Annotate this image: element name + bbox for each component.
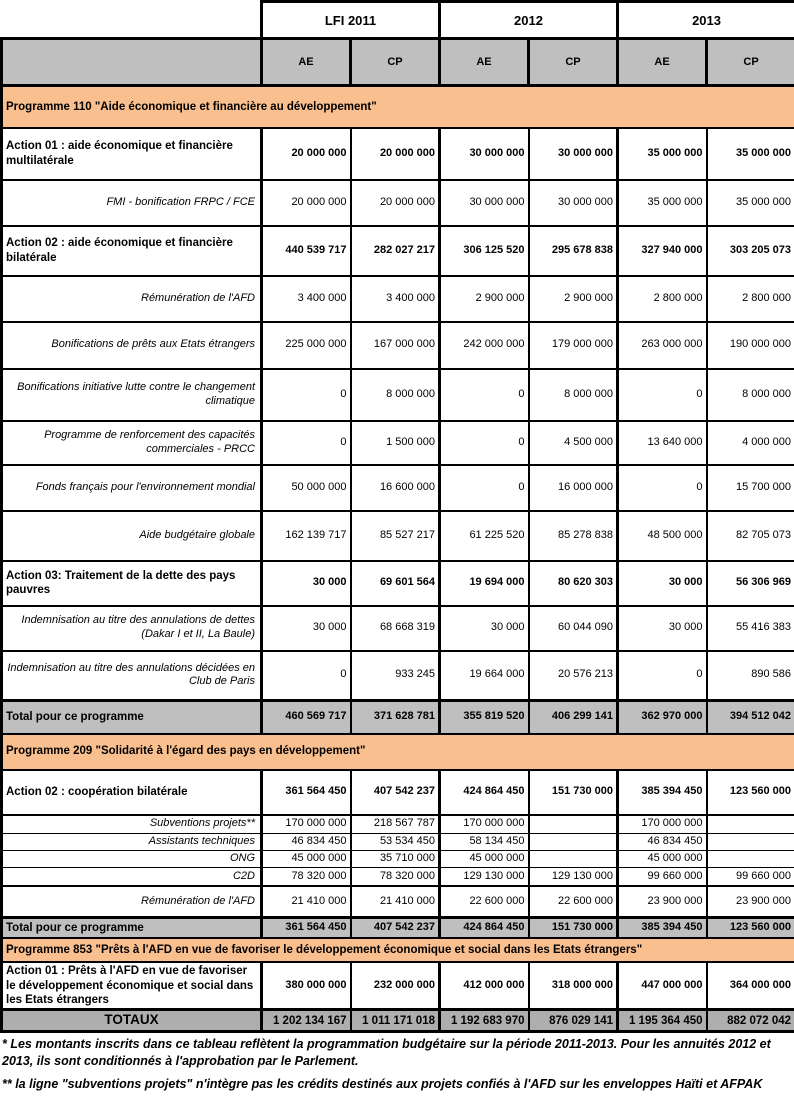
value-cell: 46 834 450: [618, 834, 707, 851]
value-cell: 179 000 000: [529, 322, 618, 369]
value-cell: 295 678 838: [529, 226, 618, 276]
value-cell: 225 000 000: [262, 322, 351, 369]
row-label: TOTAUX: [2, 1010, 262, 1032]
value-cell: 407 542 237: [351, 917, 440, 938]
row-p110-remuneration-afd: [2, 276, 794, 322]
row-label: Indemnisation au titre des annulations de dettes (Dakar I et II, La Baule): [2, 606, 262, 651]
value-cell: 85 527 217: [351, 511, 440, 561]
row-p110-action-03: [2, 561, 794, 606]
column-header-ae: AE: [618, 39, 707, 86]
value-cell: 23 900 000: [618, 886, 707, 917]
value-cell: 35 000 000: [707, 128, 794, 180]
value-cell: 22 600 000: [440, 886, 529, 917]
value-cell: 385 394 450: [618, 917, 707, 938]
row-p110-total: [2, 701, 794, 734]
value-cell: 361 564 450: [262, 770, 351, 815]
value-cell: 22 600 000: [529, 886, 618, 917]
value-cell: 85 278 838: [529, 511, 618, 561]
value-cell: 30 000 000: [440, 128, 529, 180]
row-p110-fmi-bonification: [2, 180, 794, 226]
value-cell: 50 000 000: [262, 465, 351, 511]
row-label: Action 01 : aide économique et financière multilatérale: [2, 128, 262, 180]
value-cell: 123 560 000: [707, 917, 794, 938]
row-p209-assistants-techniques: [2, 834, 794, 851]
value-cell: 30 000: [440, 606, 529, 651]
value-cell: 355 819 520: [440, 701, 529, 734]
value-cell: [529, 851, 618, 868]
value-cell: 3 400 000: [262, 276, 351, 322]
value-cell: 78 320 000: [351, 867, 440, 886]
value-cell: 218 567 787: [351, 815, 440, 834]
header-empty-cell: [2, 39, 262, 86]
row-p110-bonifications-climat: [2, 369, 794, 421]
value-cell: 362 970 000: [618, 701, 707, 734]
row-p110-indemnisation-dakar: [2, 606, 794, 651]
row-label: Fonds français pour l'environnement mondial: [2, 465, 262, 511]
value-cell: 890 586: [707, 651, 794, 701]
value-cell: 933 245: [351, 651, 440, 701]
value-cell: 1 011 171 018: [351, 1010, 440, 1032]
value-cell: 2 800 000: [618, 276, 707, 322]
row-p110-action-02: [2, 226, 794, 276]
corner-cell: [2, 2, 262, 39]
value-cell: [529, 815, 618, 834]
row-p209-ong: [2, 851, 794, 868]
column-header-cp: CP: [529, 39, 618, 86]
row-label: Total pour ce programme: [2, 917, 262, 938]
value-cell: 167 000 000: [351, 322, 440, 369]
value-cell: 55 416 383: [707, 606, 794, 651]
value-cell: 242 000 000: [440, 322, 529, 369]
value-cell: [707, 851, 794, 868]
value-cell: 424 864 450: [440, 770, 529, 815]
value-cell: 170 000 000: [262, 815, 351, 834]
row-label: Subventions projets**: [2, 815, 262, 834]
value-cell: 1 500 000: [351, 421, 440, 465]
value-cell: 53 534 450: [351, 834, 440, 851]
value-cell: 20 000 000: [262, 180, 351, 226]
value-cell: 2 900 000: [529, 276, 618, 322]
value-cell: 60 044 090: [529, 606, 618, 651]
value-cell: 23 900 000: [707, 886, 794, 917]
value-cell: 1 195 364 450: [618, 1010, 707, 1032]
value-cell: 21 410 000: [262, 886, 351, 917]
value-cell: 151 730 000: [529, 917, 618, 938]
value-cell: 0: [262, 369, 351, 421]
programme-title: Programme 853 "Prêts à l'AFD en vue de favoriser le développement économique et social dans les Etats étrangers": [2, 938, 794, 962]
year-header-lfi-2011: LFI 2011: [262, 2, 440, 39]
value-cell: 440 539 717: [262, 226, 351, 276]
value-cell: 3 400 000: [351, 276, 440, 322]
value-cell: 35 000 000: [707, 180, 794, 226]
value-cell: 30 000 000: [440, 180, 529, 226]
value-cell: 460 569 717: [262, 701, 351, 734]
value-cell: 4 000 000: [707, 421, 794, 465]
row-p209-c2d: [2, 867, 794, 886]
value-cell: 99 660 000: [707, 867, 794, 886]
column-header-cp: CP: [707, 39, 794, 86]
value-cell: 876 029 141: [529, 1010, 618, 1032]
value-cell: 46 834 450: [262, 834, 351, 851]
value-cell: 170 000 000: [618, 815, 707, 834]
row-label: Assistants techniques: [2, 834, 262, 851]
value-cell: 30 000 000: [529, 180, 618, 226]
row-p110-indemnisation-club-paris: [2, 651, 794, 701]
row-p110-prcc: [2, 421, 794, 465]
value-cell: 123 560 000: [707, 770, 794, 815]
value-cell: 20 000 000: [351, 180, 440, 226]
value-cell: 16 600 000: [351, 465, 440, 511]
value-cell: 35 000 000: [618, 128, 707, 180]
column-header-ae: AE: [262, 39, 351, 86]
row-p853-action-01: [2, 962, 794, 1010]
row-p209-remuneration-afd: [2, 886, 794, 917]
value-cell: 99 660 000: [618, 867, 707, 886]
value-cell: 361 564 450: [262, 917, 351, 938]
value-cell: 2 800 000: [707, 276, 794, 322]
value-cell: 58 134 450: [440, 834, 529, 851]
value-cell: 30 000 000: [529, 128, 618, 180]
value-cell: 0: [440, 421, 529, 465]
value-cell: [707, 815, 794, 834]
value-cell: 45 000 000: [440, 851, 529, 868]
row-label: Action 01 : Prêts à l'AFD en vue de favoriser le développement économique et social dans les Etats étrangers: [2, 962, 262, 1010]
row-label: Bonifications initiative lutte contre le changement climatique: [2, 369, 262, 421]
value-cell: 0: [262, 651, 351, 701]
row-label: C2D: [2, 867, 262, 886]
row-label: ONG: [2, 851, 262, 868]
value-cell: 69 601 564: [351, 561, 440, 606]
value-cell: 0: [440, 369, 529, 421]
value-cell: 0: [618, 651, 707, 701]
value-cell: 30 000: [262, 606, 351, 651]
row-p209-action-02: [2, 770, 794, 815]
footnote-1: * Les montants inscrits dans ce tableau reflètent la programmation budgétaire sur la période 2011-2013. Pour les annuités 2012 et 2013, ils sont conditionnés à l'approbation par le Parlement.: [2, 1036, 792, 1069]
value-cell: 20 000 000: [351, 128, 440, 180]
value-cell: 882 072 042: [707, 1010, 794, 1032]
value-cell: 35 000 000: [618, 180, 707, 226]
value-cell: 2 900 000: [440, 276, 529, 322]
value-cell: 15 700 000: [707, 465, 794, 511]
value-cell: 407 542 237: [351, 770, 440, 815]
year-header-row: [2, 2, 794, 39]
row-p110-ffem: [2, 465, 794, 511]
row-label: Action 02 : coopération bilatérale: [2, 770, 262, 815]
value-cell: 8 000 000: [707, 369, 794, 421]
value-cell: 30 000: [262, 561, 351, 606]
value-cell: [707, 834, 794, 851]
row-p110-action-01: [2, 128, 794, 180]
value-cell: 16 000 000: [529, 465, 618, 511]
row-programme-853: [2, 938, 794, 962]
row-label: Rémunération de l'AFD: [2, 276, 262, 322]
value-cell: 190 000 000: [707, 322, 794, 369]
value-cell: 19 664 000: [440, 651, 529, 701]
value-cell: 151 730 000: [529, 770, 618, 815]
value-cell: 56 306 969: [707, 561, 794, 606]
value-cell: 371 628 781: [351, 701, 440, 734]
row-p209-subventions-projets: [2, 815, 794, 834]
value-cell: 412 000 000: [440, 962, 529, 1010]
value-cell: 4 500 000: [529, 421, 618, 465]
row-label: Aide budgétaire globale: [2, 511, 262, 561]
value-cell: 45 000 000: [618, 851, 707, 868]
value-cell: 380 000 000: [262, 962, 351, 1010]
row-programme-209: [2, 734, 794, 770]
value-cell: 394 512 042: [707, 701, 794, 734]
row-label: FMI - bonification FRPC / FCE: [2, 180, 262, 226]
row-label: Rémunération de l'AFD: [2, 886, 262, 917]
value-cell: 20 576 213: [529, 651, 618, 701]
value-cell: 162 139 717: [262, 511, 351, 561]
value-cell: 129 130 000: [440, 867, 529, 886]
row-totaux: [2, 1010, 794, 1032]
value-cell: 303 205 073: [707, 226, 794, 276]
year-header-2013: 2013: [618, 2, 794, 39]
row-p110-bonifications-prets: [2, 322, 794, 369]
ae-cp-header-row: [2, 39, 794, 86]
value-cell: 30 000: [618, 561, 707, 606]
row-label: Indemnisation au titre des annulations décidées en Club de Paris: [2, 651, 262, 701]
value-cell: 68 668 319: [351, 606, 440, 651]
year-header-2012: 2012: [440, 2, 618, 39]
value-cell: 21 410 000: [351, 886, 440, 917]
value-cell: 8 000 000: [529, 369, 618, 421]
programme-title: Programme 110 "Aide économique et financière au développement": [2, 86, 794, 128]
table-body: [2, 86, 794, 1032]
value-cell: 13 640 000: [618, 421, 707, 465]
value-cell: 318 000 000: [529, 962, 618, 1010]
value-cell: 232 000 000: [351, 962, 440, 1010]
value-cell: 20 000 000: [262, 128, 351, 180]
column-header-cp: CP: [351, 39, 440, 86]
value-cell: 129 130 000: [529, 867, 618, 886]
value-cell: 306 125 520: [440, 226, 529, 276]
row-label: Total pour ce programme: [2, 701, 262, 734]
value-cell: 263 000 000: [618, 322, 707, 369]
value-cell: 0: [440, 465, 529, 511]
value-cell: 1 192 683 970: [440, 1010, 529, 1032]
row-label: Action 03: Traitement de la dette des pays pauvres: [2, 561, 262, 606]
value-cell: 30 000: [618, 606, 707, 651]
value-cell: 364 000 000: [707, 962, 794, 1010]
value-cell: 385 394 450: [618, 770, 707, 815]
row-label: Bonifications de prêts aux Etats étrangers: [2, 322, 262, 369]
value-cell: 8 000 000: [351, 369, 440, 421]
value-cell: 82 705 073: [707, 511, 794, 561]
value-cell: 45 000 000: [262, 851, 351, 868]
value-cell: 48 500 000: [618, 511, 707, 561]
value-cell: 1 202 134 167: [262, 1010, 351, 1032]
value-cell: 0: [618, 465, 707, 511]
value-cell: 80 620 303: [529, 561, 618, 606]
row-label: Programme de renforcement des capacités commerciales - PRCC: [2, 421, 262, 465]
value-cell: 406 299 141: [529, 701, 618, 734]
value-cell: 0: [618, 369, 707, 421]
row-p110-aide-budgetaire: [2, 511, 794, 561]
value-cell: 447 000 000: [618, 962, 707, 1010]
value-cell: 282 027 217: [351, 226, 440, 276]
value-cell: 19 694 000: [440, 561, 529, 606]
value-cell: 78 320 000: [262, 867, 351, 886]
footnote-2: ** la ligne "subventions projets" n'intègre pas les crédits destinés aux projets confiés à l'AFD sur les enveloppes Haïti et AFPAK: [2, 1076, 792, 1092]
column-header-ae: AE: [440, 39, 529, 86]
row-p209-total: [2, 917, 794, 938]
footnotes: [0, 1033, 794, 1092]
value-cell: 327 940 000: [618, 226, 707, 276]
value-cell: 424 864 450: [440, 917, 529, 938]
value-cell: 35 710 000: [351, 851, 440, 868]
value-cell: 170 000 000: [440, 815, 529, 834]
value-cell: [529, 834, 618, 851]
programme-title: Programme 209 "Solidarité à l'égard des pays en développement": [2, 734, 794, 770]
value-cell: 0: [262, 421, 351, 465]
row-programme-110: [2, 86, 794, 128]
table-header: [2, 2, 794, 86]
row-label: Action 02 : aide économique et financière bilatérale: [2, 226, 262, 276]
value-cell: 61 225 520: [440, 511, 529, 561]
